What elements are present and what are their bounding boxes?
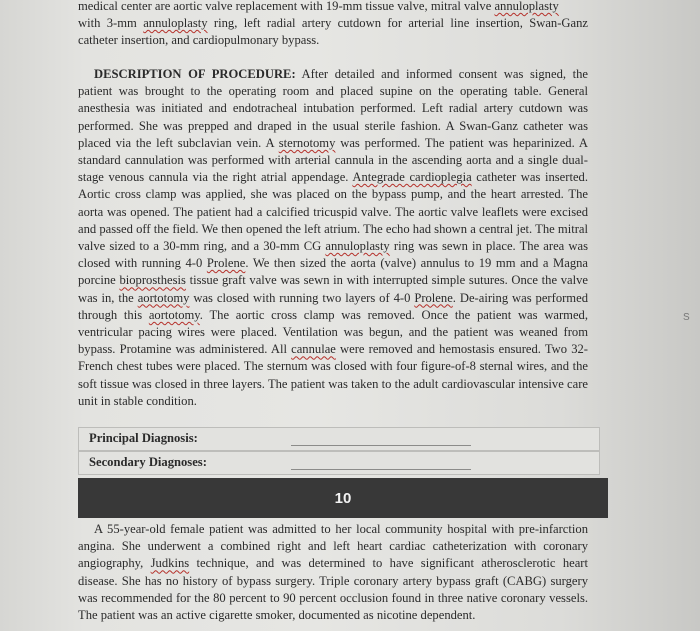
spellcheck-word: sternotomy [278,135,336,150]
text-run: with 3-mm [78,16,144,31]
text-run: ring was sewn in place. The area was closed with running 4-0 [78,239,588,271]
description-of-procedure-paragraph [78,66,588,410]
spellcheck-word: Prolene [414,290,453,305]
text-run: was performed. The patient was heparinized. A standard cannulation was performed with arterial cannula in the ascending aorta and a single dual-stage venous cannula via the right atrial appendage. [78,135,588,185]
case-number-banner [78,478,608,518]
secondary-diagnoses-row [78,451,600,475]
text-run: ring, left radial artery cutdown for arterial line insertion, Swan-Ganz catheter insertion, and cardiopulmonary bypass. [78,16,588,48]
principal-diagnosis-answer-line[interactable] [291,445,471,446]
case-number: 10 [334,489,352,507]
spellcheck-word: cannulae [291,342,336,357]
secondary-diagnoses-label: Secondary Diagnoses: [89,455,207,469]
text-run: medical center are aortic valve replacement with 19-mm tissue valve, mitral valve [78,0,495,13]
text-run: were removed and hemostasis ensured. Two 32-French chest tubes were placed. The sternum was closed with four figure-of-8 sternal wires, and the soft tissue was closed in three layers. The patient was taken to the adult cardiovascular intensive care unit in stable condition. [78,342,588,408]
text-run: was closed with running two layers of 4-0 [189,290,415,305]
spellcheck-word: bioprosthesis [119,273,186,288]
principal-diagnosis-label: Principal Diagnosis: [89,431,198,445]
secondary-diagnoses-answer-line[interactable] [291,469,471,470]
text-run: catheter was inserted. Aortic cross clamp was applied, she was placed on the bypass pump, and the heart arrested. The aorta was opened. The patient had a calcified tricuspid valve. The aortic valve leaflets were excised and passed off the field. We then opened the left atrium. The echo had shown a central jet. The mitral valve sized to a 30-mm ring, and a 30-mm CG [78,170,588,254]
spellcheck-word: aortotomy [148,307,200,322]
section-heading: DESCRIPTION OF PROCEDURE: [94,67,296,81]
spellcheck-word: Prolene [206,256,246,271]
text-run: . De-airing was performed through this [78,290,588,322]
text-run: . We then sized the aorta (valve) annulus to 19 mm and a Magna porcine [78,256,589,288]
spellcheck-word: annuloplasty [494,0,559,13]
text-run: tissue graft valve was sewn in with interrupted simple sutures. Once the valve was in, the [78,273,589,305]
spellcheck-word: annuloplasty [325,239,390,254]
text-run: technique, and was determined to have significant atherosclerotic heart disease. She has no history of bypass surgery. Triple coronary artery bypass graft (CABG) surgery was recommended for the 80 percent to 90 percent occlusion found in three native coronary vessels. The patient was an active cigarette smoker, documented as nicotine dependent. [78,556,588,623]
spellcheck-word: Judkins [150,556,190,571]
operative-summary-paragraph [78,0,588,50]
principal-diagnosis-row [78,427,600,451]
text-run: . The aortic cross clamp was removed. Once the patient was warmed, ventricular pacing wires were placed. Ventilation was begun, and the patient was weaned from bypass. Protamine was administered. All [78,307,588,357]
text-run: A 55-year-old female patient was admitted to her local community hospital with pre-infarction angina. She underwent a combined right and left heart cardiac catheterization with coronary angiography, [78,522,588,571]
spellcheck-word: Antegrade cardioplegia [352,170,472,185]
case-10-paragraph [78,521,588,624]
spellcheck-word: annuloplasty [143,16,208,31]
spellcheck-word: aortotomy [137,290,190,305]
text-run: After detailed and informed consent was signed, the patient was brought to the operating room and placed supine on the operating table. General anesthesia was initiated and endotracheal intubation performed. Left radial artery cutdown was performed. She was prepped and draped in the usual sterile fashion. A Swan-Ganz catheter was placed via the left subclavian vein. A [78,67,588,150]
margin-mark: S [683,312,690,323]
